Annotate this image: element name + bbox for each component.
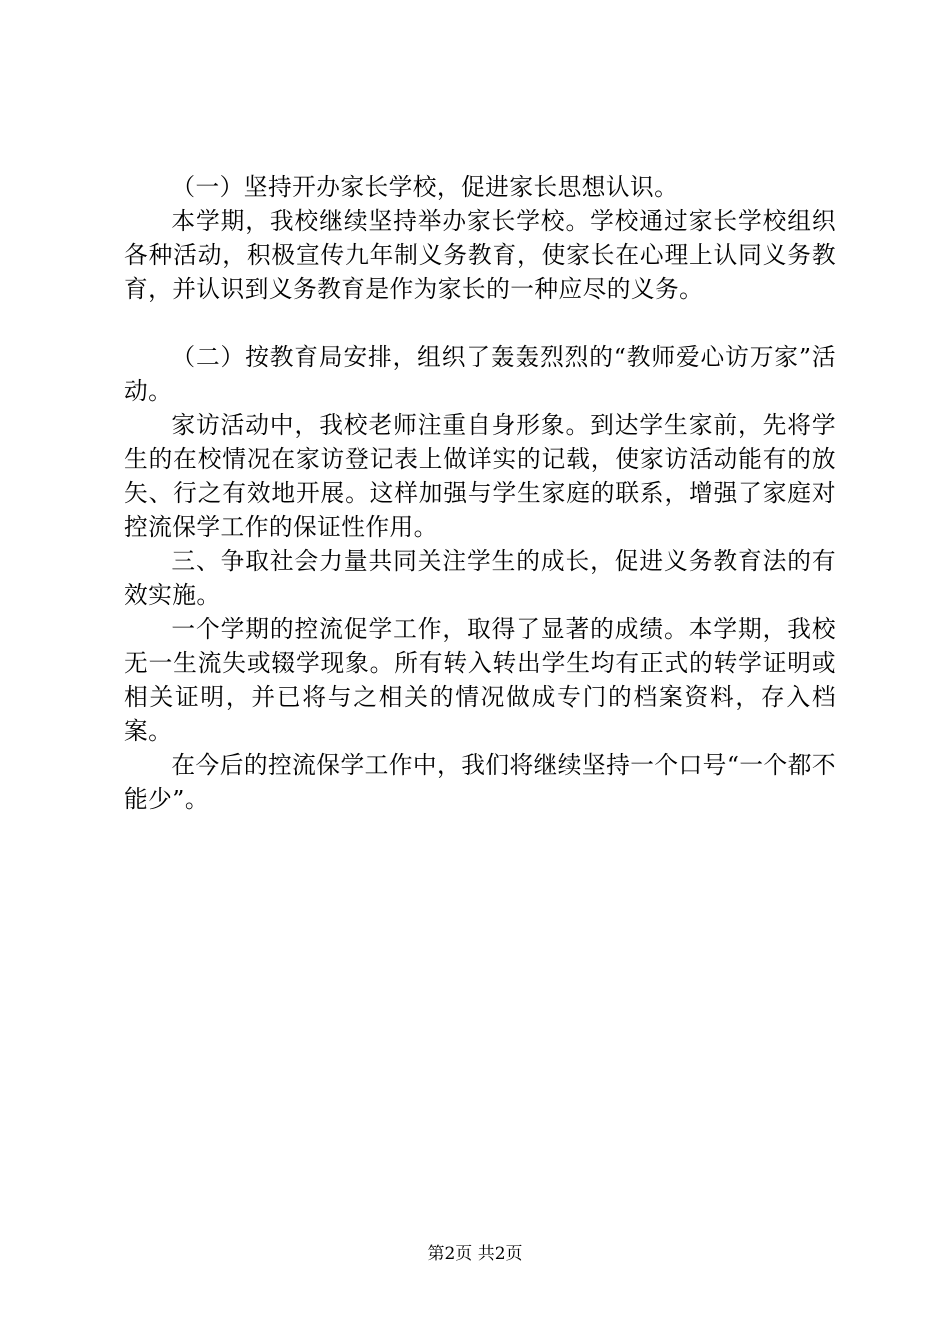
paragraph-home-visits: 家访活动中，我校老师注重自身形象。到达学生家前，先将学生的在校情况在家访登记表上做详实的记载，使家访活动能有的放矢、行之有效地开展。这样加强与学生家庭的联系，增强了家庭对控流保学工作的保证性作用。 — [124, 411, 836, 541]
page-number-footer: 第2页 共2页 — [427, 1244, 523, 1264]
paragraph-parent-school: 本学期，我校继续坚持举办家长学校。学校通过家长学校组织各种活动，积极宣传九年制义务教育，使家长在心理上认同义务教育，并认识到义务教育是作为家长的一种应尽的义务。 — [124, 207, 836, 303]
paragraph-conclusion: 在今后的控流保学工作中，我们将继续坚持一个口号“一个都不能少”。 — [124, 751, 836, 813]
paragraph-spacer — [124, 306, 836, 340]
paragraph-section-two-heading: （二）按教育局安排，组织了轰轰烈烈的“教师爱心访万家”活动。 — [124, 343, 836, 405]
paragraph-section-one-heading: （一）坚持开办家长学校，促进家长思想认识。 — [171, 173, 679, 201]
document-body — [124, 170, 836, 816]
paragraph-results: 一个学期的控流促学工作，取得了显著的成绩。本学期，我校无一生流失或辍学现象。所有转入转出学生均有正式的转学证明或相关证明，并已将与之相关的情况做成专门的档案资料，存入档案。 — [124, 615, 836, 745]
paragraph-section-three-heading: 三、争取社会力量共同关注学生的成长，促进义务教育法的有效实施。 — [124, 547, 836, 609]
